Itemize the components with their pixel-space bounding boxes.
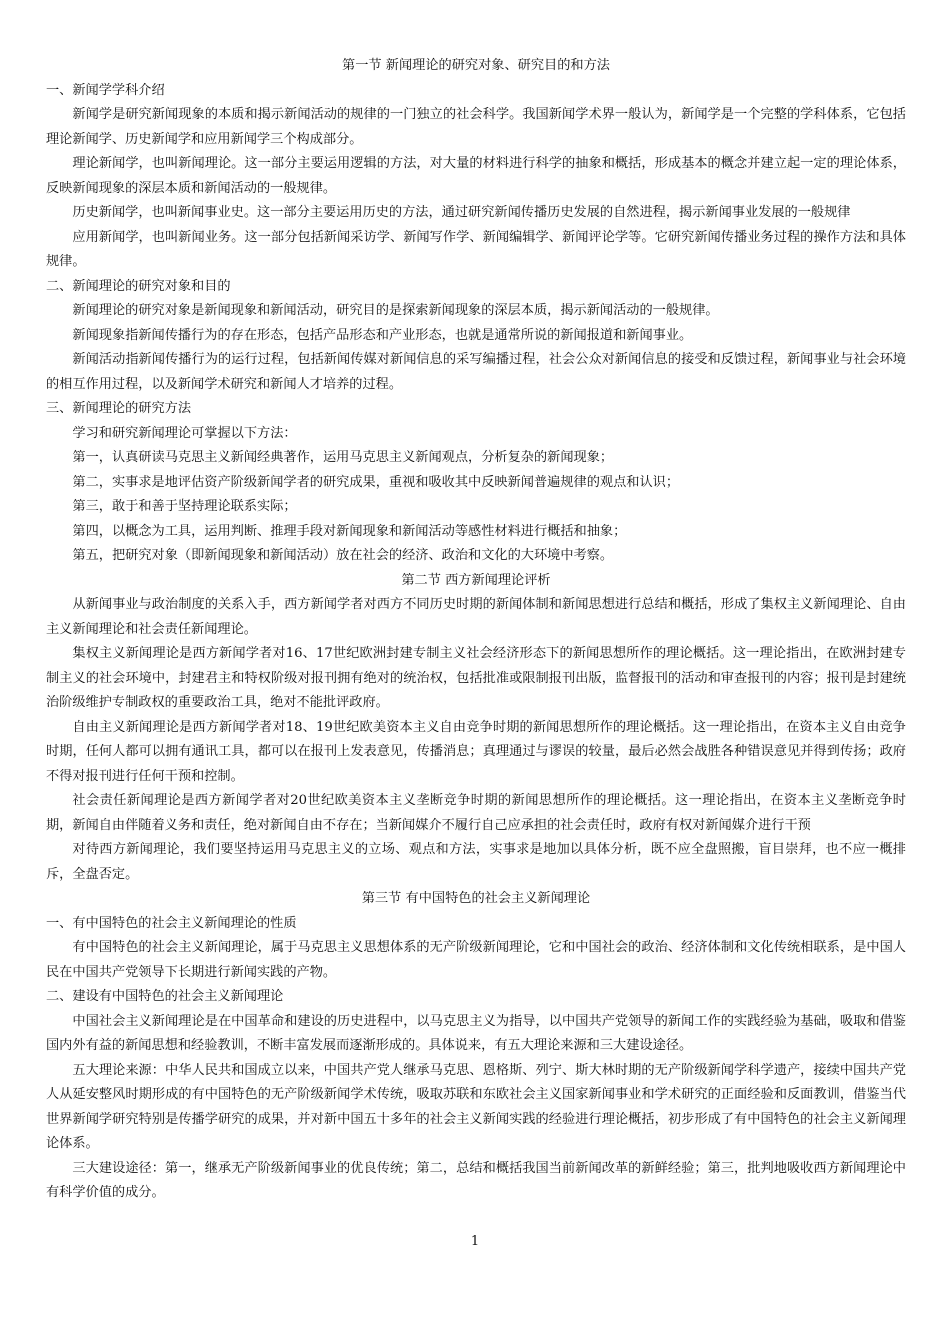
- paragraph: 三大建设途径：第一，继承无产阶级新闻事业的优良传统；第二，总结和概括我国当前新闻改革的新鲜经验；第三，批判地吸收西方新闻理论中有科学价值的成分。: [46, 1160, 906, 1200]
- paragraph: 应用新闻学，也叫新闻业务。这一部分包括新闻采访学、新闻写作学、新闻编辑学、新闻评论学等。它研究新闻传播业务过程的操作方法和具体规律。: [46, 229, 906, 269]
- list-item: 第四，以概念为工具，运用判断、推理手段对新闻现象和新闻活动等感性材料进行概括和抽象；: [72, 523, 627, 539]
- paragraph: 新闻活动指新闻传播行为的运行过程，包括新闻传媒对新闻信息的采写编播过程，社会公众对新闻信息的接受和反馈过程，新闻事业与社会环境的相互作用过程，以及新闻学术研究和新闻人才培养的过程。: [46, 352, 906, 392]
- section-3-subheading-1: 一、有中国特色的社会主义新闻理论的性质: [46, 915, 297, 931]
- paragraph: 对待西方新闻理论，我们要坚持运用马克思主义的立场、观点和方法，实事求是地加以具体分析，既不应全盘照搬，盲目崇拜，也不应一概排斥，全盘否定。: [46, 842, 906, 882]
- section-3-title: 第三节 有中国特色的社会主义新闻理论: [361, 891, 591, 906]
- paragraph: 新闻理论的研究对象是新闻现象和新闻活动，研究目的是探索新闻现象的深层本质，揭示新闻活动的一般规律。: [72, 303, 719, 318]
- section-1-title: 第一节 新闻理论的研究对象、研究目的和方法: [342, 58, 610, 73]
- list-item: 第三，敢于和善于坚持理论联系实际；: [72, 499, 297, 514]
- paragraph: 五大理论来源：中华人民共和国成立以来，中国共产党人继承马克思、恩格斯、列宁、斯大林时期的无产阶级新闻学科学遗产，接续中国共产党人从延安整风时期形成的有中国特色的无产阶级新闻学术传统，吸取苏联和东欧社会主义国家新闻事业和学术研究的正面经验和反面教训，借鉴当代世界新闻学研究特别是传播学研究的成果，并对新中国五十多年的社会主义新闻实践的经验进行理论概括，初步形成了有中国特色的社会主义新闻理论体系。: [46, 1062, 906, 1151]
- list-item: 第五，把研究对象（即新闻现象和新闻活动）放在社会的经济、政治和文化的大环境中考察。: [72, 548, 614, 563]
- paragraph: 新闻现象指新闻传播行为的存在形态，包括产品形态和产业形态，也就是通常所说的新闻报道和新闻事业。: [72, 327, 693, 343]
- paragraph: 从新闻事业与政治制度的关系入手，西方新闻学者对西方不同历史时期的新闻体制和新闻思想进行总结和概括，形成了集权主义新闻理论、自由主义新闻理论和社会责任新闻理论。: [46, 597, 906, 637]
- paragraph: 社会责任新闻理论是西方新闻学者对20世纪欧美资本主义垄断竞争时期的新闻思想所作的理论概括。这一理论指出，在资本主义垄断竞争时期，新闻自由伴随着义务和责任，绝对新闻自由不存在；当新闻媒介不履行自己应承担的社会责任时，政府有权对新闻媒介进行干预: [46, 793, 906, 833]
- list-item: 第二，实事求是地评估资产阶级新闻学者的研究成果，重视和吸收其中反映新闻普遍规律的观点和认识；: [72, 474, 680, 490]
- document-page: [46, 54, 906, 1206]
- paragraph: 新闻学是研究新闻现象的本质和揭示新闻活动的规律的一门独立的社会科学。我国新闻学术界一般认为，新闻学是一个完整的学科体系，它包括理论新闻学、历史新闻学和应用新闻学三个构成部分。: [46, 107, 906, 147]
- section-2-title: 第二节 西方新闻理论评析: [401, 572, 551, 588]
- page-number: 1: [470, 1234, 480, 1249]
- section-1-subheading-1: 一、新闻学学科介绍: [46, 82, 165, 98]
- paragraph: 中国社会主义新闻理论是在中国革命和建设的历史进程中，以马克思主义为指导，以中国共产党领导的新闻工作的实践经验为基础，吸取和借鉴国内外有益的新闻思想和经验教训，不断丰富发展而逐渐形成的。具体说来，有五大理论来源和三大建设途径。: [46, 1013, 906, 1053]
- paragraph: 自由主义新闻理论是西方新闻学者对18、19世纪欧美资本主义自由竞争时期的新闻思想所作的理论概括。这一理论指出，在资本主义自由竞争时期，任何人都可以拥有通讯工具，都可以在报刊上发表意见，传播消息；真理通过与谬误的较量，最后必然会战胜各种错误意见并得到传扬；政府不得对报刊进行任何干预和控制。: [46, 719, 906, 784]
- paragraph: 集权主义新闻理论是西方新闻学者对16、17世纪欧洲封建专制主义社会经济形态下的新闻思想所作的理论概括。这一理论指出，在欧洲封建专制主义的社会环境中，封建君主和特权阶级对报刊拥有绝对的统治权，包括批准或限制报刊出版，监督报刊的活动和审查报刊的内容；报刊是封建统治阶级维护专制政权的重要政治工具，绝对不能批评政府。: [46, 646, 906, 710]
- section-3-subheading-2: 二、建设有中国特色的社会主义新闻理论: [46, 989, 284, 1004]
- section-1-subheading-2: 二、新闻理论的研究对象和目的: [46, 278, 231, 294]
- paragraph: 学习和研究新闻理论可掌握以下方法：: [72, 425, 297, 441]
- section-1-subheading-3: 三、新闻理论的研究方法: [46, 401, 192, 416]
- paragraph: 理论新闻学，也叫新闻理论。这一部分主要运用逻辑的方法，对大量的材料进行科学的抽象和概括，形成基本的概念并建立起一定的理论体系，反映新闻现象的深层本质和新闻活动的一般规律。: [46, 156, 906, 196]
- list-item: 第一，认真研读马克思主义新闻经典著作，运用马克思主义新闻观点，分析复杂的新闻现象；: [72, 450, 614, 465]
- paragraph: 历史新闻学，也叫新闻事业史。这一部分主要运用历史的方法，通过研究新闻传播历史发展的自然进程，揭示新闻事业发展的一般规律: [72, 205, 851, 220]
- paragraph: 有中国特色的社会主义新闻理论，属于马克思主义思想体系的无产阶级新闻理论，它和中国社会的政治、经济体制和文化传统相联系，是中国人民在中国共产党领导下长期进行新闻实践的产物。: [46, 940, 906, 980]
